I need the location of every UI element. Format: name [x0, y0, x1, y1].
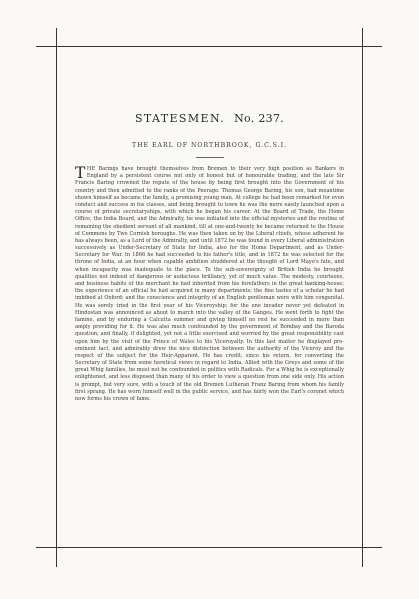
- frame-bottom-rule: [36, 547, 382, 548]
- frame-right-rule: [362, 28, 363, 567]
- series-number: No. 237.: [234, 112, 285, 125]
- drop-cap: T: [75, 164, 86, 182]
- subtitle-divider: [196, 157, 224, 158]
- frame-top-rule: [36, 46, 382, 47]
- article-body: [75, 166, 344, 403]
- lead-caps: HE: [86, 166, 96, 172]
- body-text: Barings have brought themselves from Bremen to their very high position as Bankers in England by a persistent course not only of honest but of honourable trading, and the late Sir Francis Baring crowned the repute of the house by being first brought into the Government of his country and then admitted to the ranks of the Peerage. Thomas George Baring, his son, had meantime shown himself as became the family, a promising young man. At college he had been remarked for even conduct and success in his classes, and being brought to town he was the more easily launched upon a course of private secretaryships, with which he began his career. At the Board of Trade, the Home Office, the India Board, and the Admiralty, he was initiated into the official mysteries and the routine of remaining the obedient servant of all mankind, till at one-and-twenty he became returned to the House of Commons by Two Cornish boroughs. He was then taken on by the Liberal chiefs, whose adherent he has always been, as a Lord of the Admiralty, and until 1872 he was found in every Liberal administration successively as Under-Secretary of State for India, also for the Home Department, and as Under-Secretary for War. In 1866 he had succeeded to his father's title, and in 1872 he was selected for the throne of India, at an hour when capable ambition shuddered at the thought of Lord Mayo's fate, and when incapacity was inadequate to the place. To the sub-sovereignty of British India he brought qualities not indeed of dangerous or audacious brilliancy, yet of much value. The modesty, courteous, and business habits of the merchant he had inherited from his forefathers in the great banking-house; the experience of an official he had acquired in many departments; the fine tastes of a scholar he had imbibed at Oxford; and the conscience and integrity of an English gentleman were with him congenital. He was sorely tried in the first year of his Viceroyship; for the one invader never yet defeated in Hindostan was announced as about to march into the valley of the Ganges. He went forth to fight the famine, and by enduring a Calcutta summer and giving himself no rest he succeeded in more than amply providing for it. He was also much confounded by the government of Bombay and the Baroda question; and finally, if delighted, yet not a little exercised and worried by the great responsibility cast upon him by the visit of the Prince of Wales to his Viceroyalty. In this last matter he displayed pre-eminent tact, and admirably drew the nice distinction between the authority of the Viceroy and the respect of the subject for the Heir-Apparent. He has credit, since his return, for converting the Secretary of State from some heretical views in regard to India. Allied with the Greys and some of the great Whig families, he must not be confounded in politics with Radicals. For a Whig he is exceptionally enlightened, and less disposed than many of his order to view a question from one side only. His action is prompt, but very sure, with a touch of the old Bremen Lutheran Franz Baring from whom his family first sprang. He has worn himself well in the public service, and has fairly won the Earl's coronet which now forms his crown of fame.: [75, 166, 344, 402]
- article-subtitle: THE EARL OF NORTHBROOK, G.C.S.I.: [131, 142, 288, 149]
- series-title: STATESMEN.: [134, 112, 226, 125]
- frame-left-rule: [56, 28, 57, 567]
- page-title: [57, 112, 362, 125]
